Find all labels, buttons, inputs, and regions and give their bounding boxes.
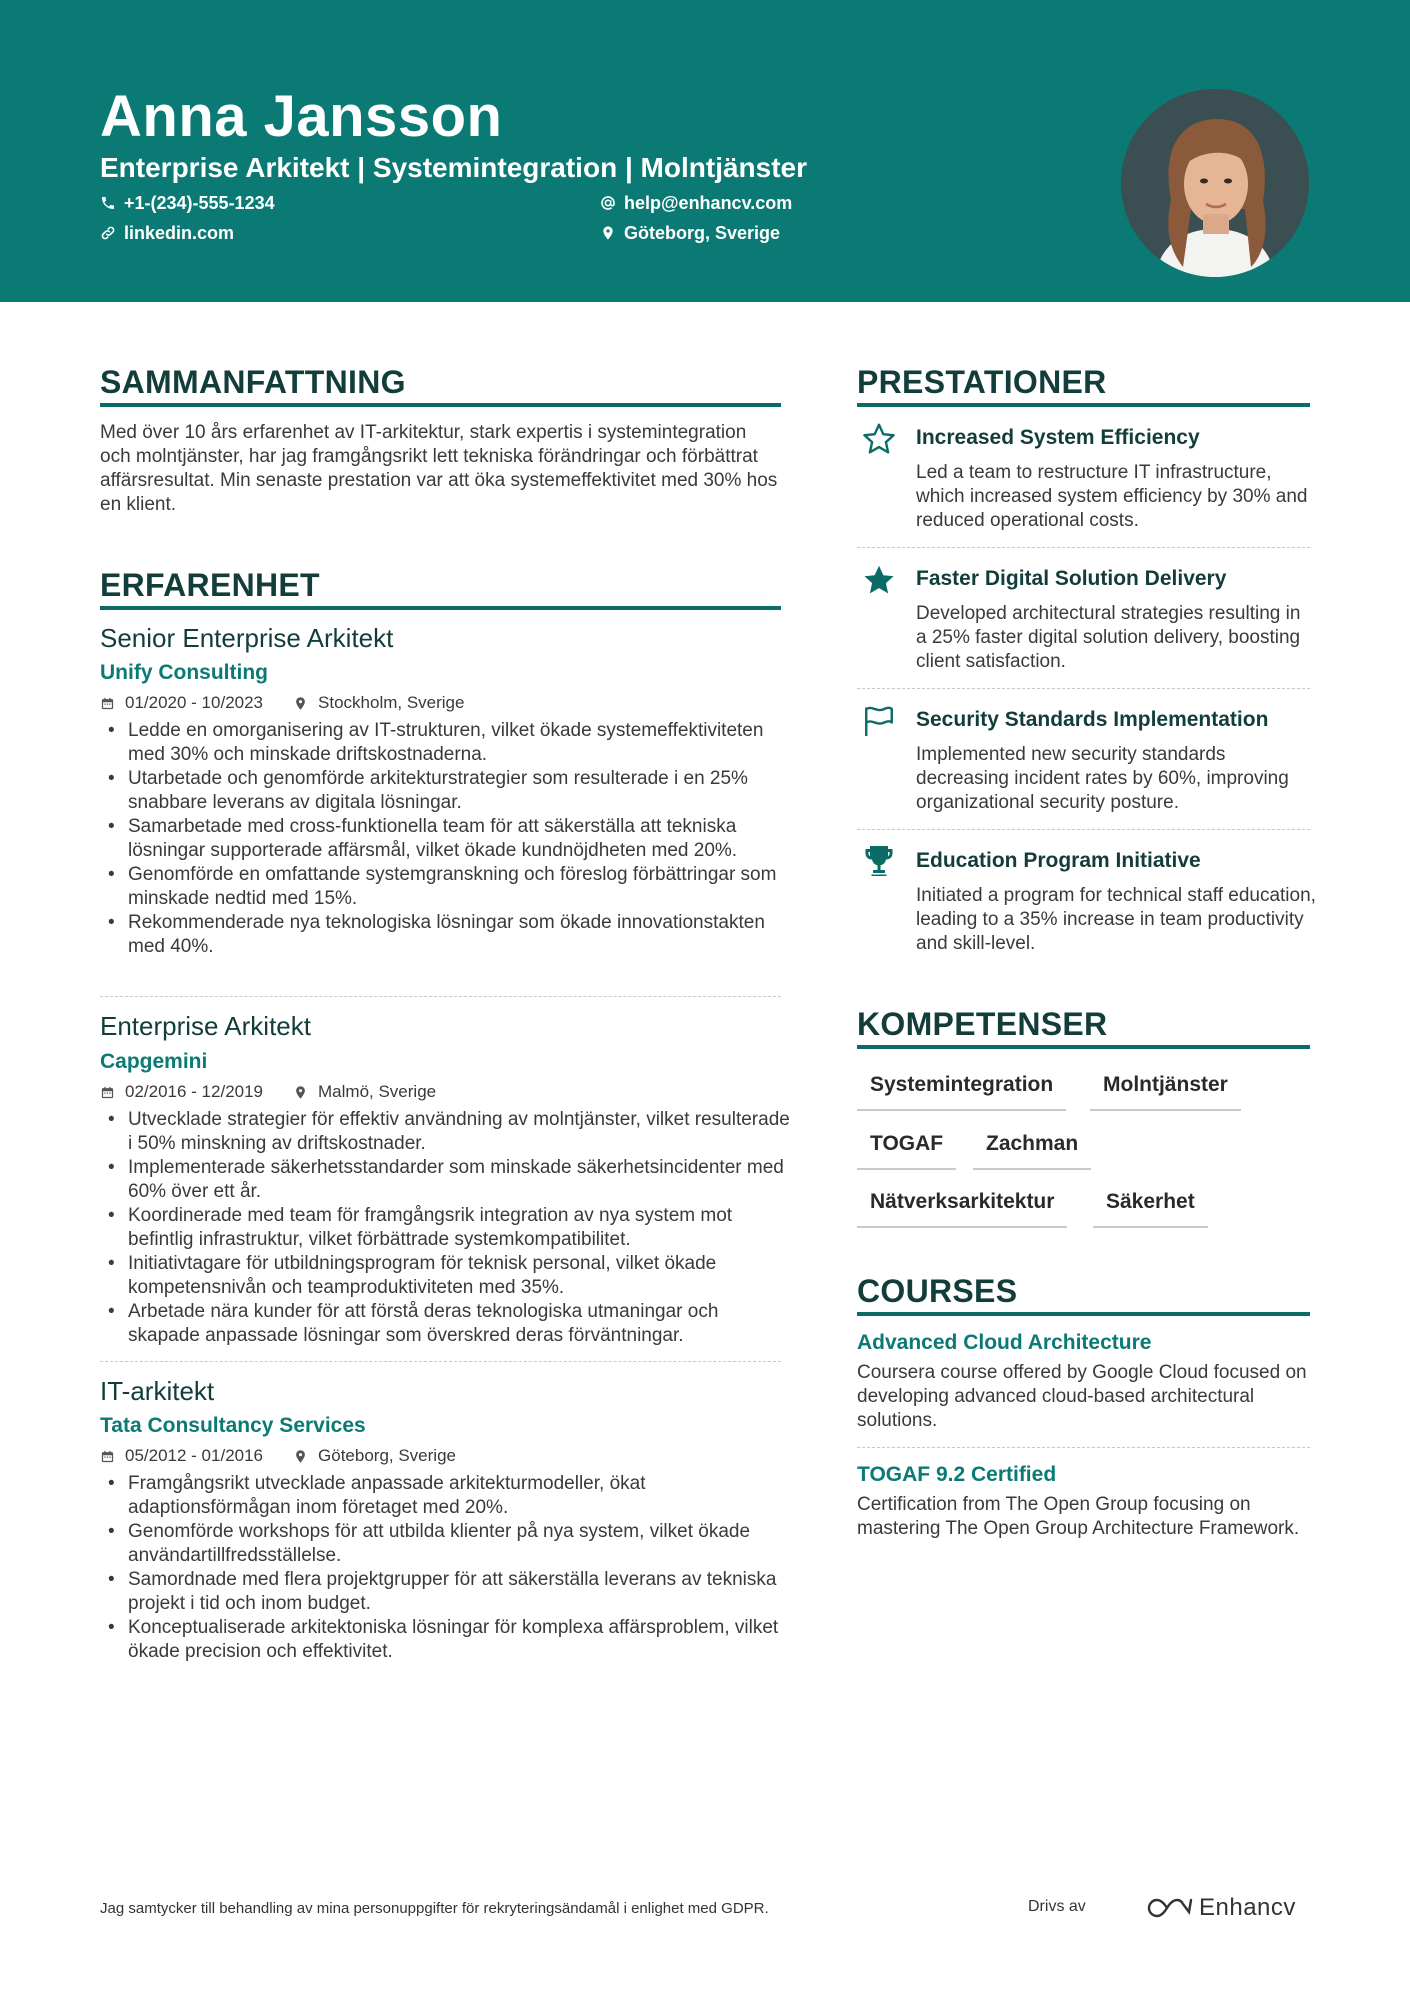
candidate-name: Anna Jansson xyxy=(100,84,503,149)
achievement-desc: Initiated a program for technical staff education, leading to a 35% increase in team productivity and skill-level. xyxy=(916,885,1316,954)
skill-tag: Nätverksarkitektur xyxy=(857,1188,1067,1228)
course-title: Advanced Cloud Architecture xyxy=(857,1331,1152,1354)
profile-photo xyxy=(1121,89,1309,277)
list-item: • Arbetade nära kunder för att förstå deras teknologiska utmaningar och skapade anpassade lösningar som överskred deras förväntningar. xyxy=(100,1300,790,1348)
list-item: • Genomförde workshops för att utbilda klienter på nya system, vilket ökade användartillfredsställelse. xyxy=(100,1520,790,1568)
star-filled-icon xyxy=(861,562,897,598)
job-role: Enterprise Arkitekt xyxy=(100,1011,311,1041)
course-desc: Certification from The Open Group focusing on mastering The Open Group Architecture Framework. xyxy=(857,1494,1300,1539)
job-company: Unify Consulting xyxy=(100,661,268,684)
contact-email[interactable] xyxy=(600,191,792,215)
location-pin-icon xyxy=(293,696,308,711)
candidate-title: Enterprise Arkitekt | Systemintegration | Molntjänster xyxy=(100,152,808,183)
job-company: Tata Consultancy Services xyxy=(100,1414,366,1437)
job-dates: 01/2020 - 10/2023 xyxy=(125,693,264,712)
contact-phone-text: +1-(234)-555-1234 xyxy=(124,193,275,213)
list-item: • Koordinerade med team för framgångsrik integration av nya system mot befintlig infrastruktur, vilket förbättrade systemkompatibilitet. xyxy=(100,1204,790,1252)
course-desc: Coursera course offered by Google Cloud focused on developing advanced cloud-based architectural solutions. xyxy=(857,1362,1307,1431)
job-location: Stockholm, Sverige xyxy=(318,693,465,712)
location-pin-icon xyxy=(600,225,616,241)
achievement-desc: Led a team to restructure IT infrastructure, which increased system efficiency by 30% and reduced operational costs. xyxy=(916,462,1308,531)
trophy-icon xyxy=(861,843,897,879)
location-pin-icon xyxy=(293,1085,308,1100)
job-role: Senior Enterprise Arkitekt xyxy=(100,623,394,653)
job-dates: 05/2012 - 01/2016 xyxy=(125,1446,264,1465)
divider xyxy=(857,829,1310,830)
list-item: • Utarbetade och genomförde arkitekturstrategier som resulterade i en 25% snabbare leverans av digitala lösningar. xyxy=(100,767,790,815)
courses-rule xyxy=(857,1312,1310,1316)
enhancv-logo[interactable] xyxy=(1147,1894,1296,1922)
enhancv-logo-icon xyxy=(1147,1896,1193,1920)
contact-location-text: Göteborg, Sverige xyxy=(624,223,781,243)
achievement-title: Increased System Efficiency xyxy=(916,426,1200,449)
list-item: • Framgångsrikt utvecklade anpassade arkitekturmodeller, ökat adaptionsförmågan inom företaget med 20%. xyxy=(100,1472,790,1520)
flag-icon xyxy=(861,703,897,739)
list-item: • Genomförde en omfattande systemgranskning och föreslog förbättringar som minskade nedtid med 15%. xyxy=(100,863,790,911)
job-meta xyxy=(100,1445,456,1467)
job-location: Malmö, Sverige xyxy=(318,1082,437,1101)
divider xyxy=(857,547,1310,548)
achievement-desc: Developed architectural strategies resulting in a 25% faster digital solution delivery, boosting client satisfaction. xyxy=(916,603,1301,672)
summary-heading: SAMMANFATTNING xyxy=(100,364,406,400)
job-role: IT-arkitekt xyxy=(100,1376,215,1406)
summary-rule xyxy=(100,403,781,407)
contact-email-text: help@enhancv.com xyxy=(624,193,793,213)
at-icon xyxy=(600,195,616,211)
gdpr-consent: Jag samtycker till behandling av mina personuppgifter för rekryteringsändamål i enlighet med GDPR. xyxy=(100,1900,769,1917)
list-item: • Implementerade säkerhetsstandarder som minskade säkerhetsincidenter med 60% över ett år. xyxy=(100,1156,790,1204)
experience-heading: ERFARENHET xyxy=(100,567,320,603)
job-meta xyxy=(100,692,464,714)
job-bullets xyxy=(100,1108,790,1348)
courses-heading: COURSES xyxy=(857,1273,1018,1309)
list-item: • Rekommenderade nya teknologiska lösningar som ökade innovationstakten med 40%. xyxy=(100,911,790,959)
contact-linkedin-text: linkedin.com xyxy=(124,223,235,243)
achievement-desc: Implemented new security standards decreasing incident rates by 60%, improving organizational security posture. xyxy=(916,744,1289,813)
phone-icon xyxy=(100,195,116,211)
skills-rule xyxy=(857,1045,1310,1049)
achievement-title: Faster Digital Solution Delivery xyxy=(916,567,1227,590)
location-pin-icon xyxy=(293,1449,308,1464)
summary-text: Med över 10 års erfarenhet av IT-arkitektur, stark expertis i systemintegration och molntjänster, har jag framgångsrikt lett tekniska förändringar och förbättrat affärsresultat. Min senaste prestation var att öka systemeffektivitet med 30% hos en klient. xyxy=(100,422,778,515)
job-bullets xyxy=(100,1472,790,1664)
divider xyxy=(857,688,1310,689)
list-item: • Samordnade med flera projektgrupper för att säkerställa leverans av tekniska projekt i tid och inom budget. xyxy=(100,1568,790,1616)
job-company: Capgemini xyxy=(100,1050,208,1073)
skill-tag: Zachman xyxy=(973,1130,1091,1170)
list-item: • Utvecklade strategier för effektiv användning av molntjänster, vilket resulterade i 50% minskning av driftskostnader. xyxy=(100,1108,790,1156)
achievement-title: Education Program Initiative xyxy=(916,849,1201,872)
divider xyxy=(857,1447,1310,1448)
contact-phone[interactable] xyxy=(100,191,275,215)
job-meta xyxy=(100,1081,436,1103)
link-icon xyxy=(100,225,116,241)
powered-by-label: Drivs av xyxy=(1028,1898,1086,1915)
skill-tag: Systemintegration xyxy=(857,1071,1066,1111)
star-outline-icon xyxy=(861,421,897,457)
skill-tag: Säkerhet xyxy=(1093,1188,1208,1228)
skill-tag: Molntjänster xyxy=(1090,1071,1241,1111)
contact-location xyxy=(600,221,780,245)
calendar-icon xyxy=(100,1449,115,1464)
experience-rule xyxy=(100,606,781,610)
calendar-icon xyxy=(100,696,115,711)
job-bullets xyxy=(100,719,790,959)
enhancv-brand: Enhancv xyxy=(1199,1894,1296,1921)
achievements-rule xyxy=(857,403,1310,407)
achievements-heading: PRESTATIONER xyxy=(857,364,1107,400)
divider xyxy=(100,996,781,997)
skill-tag: TOGAF xyxy=(857,1130,956,1170)
list-item: • Konceptualiserade arkitektoniska lösningar för komplexa affärsproblem, vilket ökade precision och effektivitet. xyxy=(100,1616,790,1664)
list-item: • Initiativtagare för utbildningsprogram för teknisk personal, vilket ökade kompetensnivån och teamproduktiviteten med 35%. xyxy=(100,1252,790,1300)
job-location: Göteborg, Sverige xyxy=(318,1446,456,1465)
divider xyxy=(100,1361,781,1362)
list-item: • Ledde en omorganisering av IT-strukturen, vilket ökade systemeffektiviteten med 30% och minskade driftskostnaderna. xyxy=(100,719,790,767)
contact-linkedin[interactable] xyxy=(100,221,234,245)
job-dates: 02/2016 - 12/2019 xyxy=(125,1082,264,1101)
calendar-icon xyxy=(100,1085,115,1100)
course-title: TOGAF 9.2 Certified xyxy=(857,1463,1057,1486)
skills-heading: KOMPETENSER xyxy=(857,1006,1108,1042)
achievement-title: Security Standards Implementation xyxy=(916,708,1269,731)
header-banner xyxy=(0,0,1410,302)
list-item: • Samarbetade med cross-funktionella team för att säkerställa att tekniska lösningar supporterade affärsmål, vilket ökade kundnöjdheten med 20%. xyxy=(100,815,790,863)
